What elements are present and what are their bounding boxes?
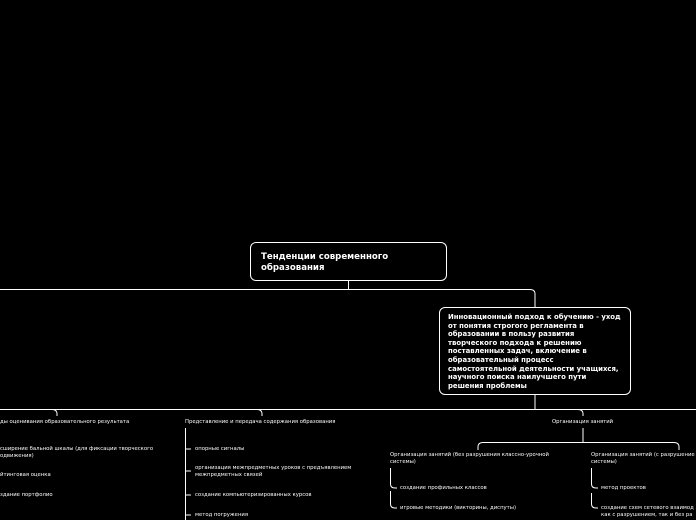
presentation-item[interactable]: метод погружения [195, 512, 249, 518]
organization-destroy-title[interactable]: Организация занятий (с разрушение системы) [591, 452, 695, 465]
organization-no-destroy-item[interactable]: создание профильных классов [400, 485, 487, 491]
assessment-title[interactable]: ды оценивания образовательного результата [0, 419, 130, 425]
organization-no-destroy-item[interactable]: игровые методики (викторины, диспуты) [400, 505, 517, 511]
assessment-item[interactable]: йтинговая оценка [0, 472, 51, 478]
organization-destroy-item[interactable]: создание схем сетевого взаимод как с разрушением, так и без ра [601, 505, 694, 518]
organization-title[interactable]: Организация занятий [552, 419, 614, 425]
root-topic-label: Тенденции современного образования [261, 252, 389, 273]
root-topic-node[interactable] [250, 242, 447, 281]
innovation-topic-label: Инновационный подход к обучению - уход от понятия строгого регламента в образовании в пользу развития творческого подхода к решению поставленных задач, включение в образовательный процесс самостоятельной деятельности учащихся, научного поиска наилучшего пути решения проблемы [448, 313, 621, 390]
assessment-item[interactable]: сширение бальной шкалы (для фиксации творческого одвижения) [0, 446, 154, 459]
presentation-item[interactable]: организация межпредметных уроков с предъявлением межпредметных связей [195, 465, 352, 478]
presentation-title[interactable]: Представление и передача содержания образования [185, 419, 336, 425]
presentation-item[interactable]: создание компьютеризированных курсов [195, 492, 312, 498]
organization-destroy-item[interactable]: метод проектов [601, 485, 646, 491]
assessment-item[interactable]: здание портфолио [0, 492, 53, 498]
presentation-item[interactable]: опорные сигналы [195, 446, 245, 452]
organization-no-destroy-title[interactable]: Организация занятий (без разрушения классно-урочной системы) [390, 452, 549, 465]
innovation-topic-node[interactable] [439, 307, 631, 395]
